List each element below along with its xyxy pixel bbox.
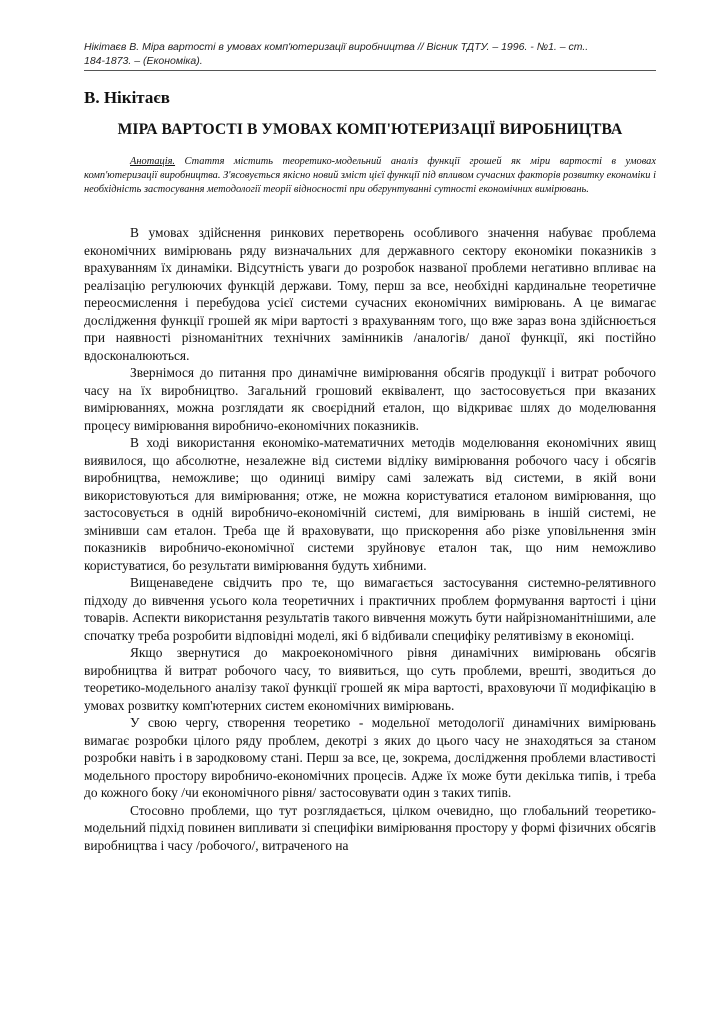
body-paragraph: Звернімося до питання про динамічне вимірювання обсягів продукції і витрат робочого часу на їх виробництво. Загальний грошовий еквівалент, що застосовується при вказаних вимірюваннях, можна розглядати як своєрідний еталон, що відкриває шлях до моделювання процесу вимірювання виробничо-економічних показників.	[84, 365, 656, 433]
body-paragraph: Вищенаведене свідчить про те, що вимагається застосування системно-релятивного підходу до вивчення усього кола теоретичних і практичних проблем формування вартості і ціни товарів. Аспекти використання результатів такого вивчення можуть бути найрізноманітнішими, але спочатку треба розробити відповідні моделі, які б відбивали специфіку релятивізму в економіці.	[84, 575, 656, 643]
author-name: В. Нікітаєв	[84, 88, 170, 107]
body-paragraph: У свою чергу, створення теоретико - модельної методології динамічних вимірювань вимагає розробки цілого ряду проблем, декотрі з яких до цього часу не знаходяться за станом розробки навіть і в зародковому стані. Перш за все, це, зокрема, дослідження проблеми властивості модельного простору виробничо-економічних процесів. Адже їх може бути декілька типів, і треба до кожного боку /чи економічного рівня/ застосовувати один з таких типів.	[84, 715, 656, 800]
abstract	[84, 155, 656, 198]
article-title: МІРА ВАРТОСТІ В УМОВАХ КОМП'ЮТЕРИЗАЦІЇ ВИРОБНИЦТВА	[117, 121, 623, 138]
abstract-label: Анотація.	[130, 156, 176, 167]
body-paragraph: В умовах здійснення ринкових перетворень особливого значення набуває проблема економічних вимірювань ряду визначальних для державного сектору економіки показників з врахуванням їх динаміки. Відсутність уваги до розробок названої проблеми негативно впливає на реалізацію регулюючих функцій держави. Тому, перш за все, необхідні кардинальне теоретичне переосмислення і перебудова усієї системи сучасних економічних вимірювань. А це вимагає дослідження функції грошей як міри вартості з врахуванням того, що вже зараз вона здійснюється при наявності різноманітних технічних замінників /аналогів/ даної функції, які постійно вдосконалюються.	[84, 225, 656, 363]
body-paragraph: Якщо звернутися до макроекономічного рівня динамічних вимірювань обсягів виробництва й витрат робочого часу, то виявиться, що суть проблеми, врешті, зводиться до теоретико-модельного аналізу такої функції грошей як міра вартості, враховуючи її модифікацію в умовах розвитку комп'ютерних систем економічних вимірювань.	[84, 645, 656, 713]
header-divider	[84, 70, 656, 71]
body-paragraph: В ході використання економіко-математичних методів моделювання економічних явищ виявилося, що абсолютне, незалежне від системи відліку вимірювання робочого часу і обсягів виробництва, неможливе; що одиниці виміру самі залежать від системи, в якій вони використовуються для вимірювання; отже, не можна користуватися еталоном вимірювання, що застосовується в одній виробничо-економічній системі, для вимірювань в іншій системі, не змінивши сам еталон. Треба ще й враховувати, що прискорення або різке уповільнення змін показників виробничо-економічної системи зруйновує еталон так, що ним неможливо користуватися, бо результати вимірювання будуть хибними.	[84, 435, 656, 573]
citation-header	[84, 40, 656, 68]
citation-line-2: 184-1873. – (Економіка).	[84, 55, 203, 67]
citation-line-1: Нікітаєв В. Міра вартості в умовах комп'ютеризації виробництва // Вісник ТДТУ. – 1996. - №1. – ст..	[84, 41, 589, 53]
body-paragraph: Стосовно проблеми, що тут розглядається, цілком очевидно, що глобальний теоретико-модельний підхід повинен випливати зі специфіки вимірювання простору у формі фізичних обсягів виробництва і часу /робочого/, витраченого на	[84, 802, 656, 853]
abstract-text: Стаття містить теоретико-модельний аналіз функції грошей як міри вартості в умовах комп'ютеризації виробництва. З'ясовується якісно новий зміст цієї функції під впливом сучасних факторів розвитку економіки і необхідність застосування методології теорії відносності при обгрунтуванні сутності економічних вимірювань.	[84, 156, 656, 196]
article-body	[84, 224, 656, 854]
